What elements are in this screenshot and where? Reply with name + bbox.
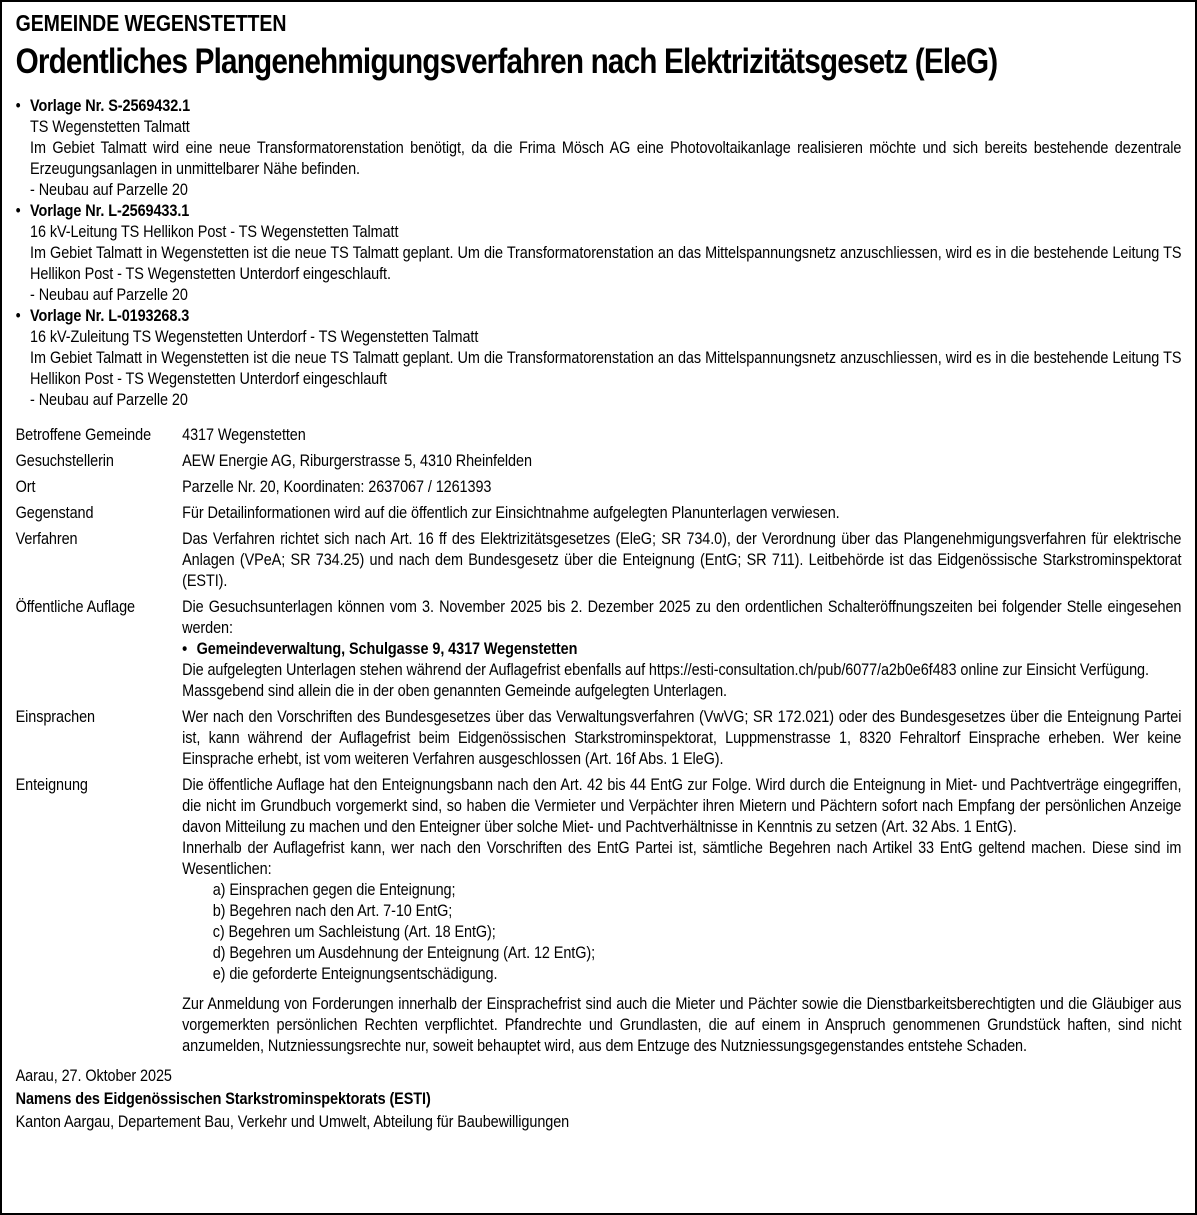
public-display-intro: Die Gesuchsunterlagen können vom 3. November 2025 bis 2. Dezember 2025 zu den ordentlichen Schalteröffnungszeiten bei folgender Stelle eingesehen werden: <box>182 597 1182 637</box>
location-text: Gemeindeverwaltung, Schulgasse 9, 4317 Wegenstetten <box>196 639 578 658</box>
expropriation-para2: Innerhalb der Auflagefrist kann, wer nach den Vorschriften des EntG Partei ist, sämtliche Begehren nach Artikel 33 EntG geltend machen. Diese sind im Wesentlichen: <box>182 838 1182 878</box>
row-label: Öffentliche Auflage <box>15 597 135 616</box>
row-label: Betroffene Gemeinde <box>15 425 152 444</box>
proposal-description: Im Gebiet Talmatt in Wegenstetten ist die neue TS Talmatt geplant. Um die Transformatorenstation an das Mittelspannungsnetz anzuschliessen, wird es in die bestehende Leitung TS Hellikon Post - TS Wegenstetten Unterdorf eingeschlauft. <box>30 243 1182 283</box>
claims-list <box>182 879 1181 984</box>
department-name: Kanton Aargau, Departement Bau, Verkehr und Umwelt, Abteilung für Baubewilligungen <box>15 1112 570 1131</box>
row-value <box>182 596 1181 701</box>
row-label: Gesuchstellerin <box>15 451 114 470</box>
proposal-number: Vorlage Nr. L-2569433.1 <box>30 201 190 220</box>
proposal-item <box>16 95 1182 200</box>
document-header <box>16 10 1182 82</box>
bullet-icon: • <box>182 639 188 658</box>
row-label: Verfahren <box>15 529 78 548</box>
expropriation-para3: Zur Anmeldung von Forderungen innerhalb der Einsprachefrist sind auch die Mieter und Pächter sowie die Dienstbarkeitsberechtigten und die Gläubiger aus vorgemerkten persönlichen Rechten verpflichtet. Pfandrechte und Grundlasten, die auf einem in Anspruch genommenen Grundstück haften, sind nicht anzumelden, Nutzniessungsrechte nur, soweit behauptet wird, aus dem Entzuge des Nutzniessungsgegenstandes entstehe Schaden. <box>182 994 1182 1055</box>
row-value <box>182 774 1181 1056</box>
bullet-icon: • <box>15 96 21 115</box>
proposal-header <box>15 305 1181 326</box>
row-value: Für Detailinformationen wird auf die öffentlich zur Einsichtnahme aufgelegten Planunterlagen verwiesen. <box>182 503 840 522</box>
proposal-number: Vorlage Nr. L-0193268.3 <box>30 306 190 325</box>
proposal-number: Vorlage Nr. S-2569432.1 <box>30 96 191 115</box>
proposal-title: 16 kV-Zuleitung TS Wegenstetten Unterdorf - TS Wegenstetten Talmatt <box>30 327 479 346</box>
table-row <box>16 424 1182 445</box>
table-row <box>16 450 1182 471</box>
page-title: Ordentliches Plangenehmigungsverfahren nach Elektrizitätsgesetz (EleG) <box>15 42 998 81</box>
proposal-note: - Neubau auf Parzelle 20 <box>30 390 188 409</box>
table-row <box>16 476 1182 497</box>
table-row <box>16 502 1182 523</box>
objections-text: Wer nach den Vorschriften des Bundesgesetzes über das Verwaltungsverfahren (VwVG; SR 172.021) oder des Bundesgesetzes über die Enteignung Partei ist, kann während der Auflagefrist beim Eidgenössischen Starkstrominspektorat, Luppmenstrasse 1, 8320 Fehraltorf Einsprache erheben. Wer keine Einsprache erhebt, ist vom weiteren Verfahren ausgeschlossen (Art. 16f Abs. 1 EleG). <box>182 707 1182 768</box>
list-item: e) die geforderte Enteignungsentschädigung. <box>212 964 498 983</box>
row-value: AEW Energie AG, Riburgerstrasse 5, 4310 Rheinfelden <box>182 451 532 470</box>
authority-name: Namens des Eidgenössischen Starkstrominspektorats (ESTI) <box>15 1089 431 1108</box>
proposal-note: - Neubau auf Parzelle 20 <box>30 285 188 304</box>
row-value: Das Verfahren richtet sich nach Art. 16 ff des Elektrizitätsgesetzes (EleG; SR 734.0), der Verordnung über das Plangenehmigungsverfahren für elektrische Anlagen (VPeA; SR 734.25) und nach dem Bundesgesetz über die Enteignung (EntG; SR 711). Leitbehörde ist das Eidgenössische Starkstrominspektorat (ESTI). <box>182 529 1182 590</box>
table-row-public-display <box>16 596 1182 701</box>
document-content <box>2 2 1195 1133</box>
list-item: b) Begehren nach den Art. 7-10 EntG; <box>212 901 453 920</box>
row-label: Ort <box>15 477 36 496</box>
proposal-item <box>16 200 1182 305</box>
proposal-item <box>16 305 1182 410</box>
document-footer <box>16 1064 1182 1133</box>
row-value: 4317 Wegenstetten <box>182 425 306 444</box>
expropriation-para1: Die öffentliche Auflage hat den Enteignungsbann nach den Art. 42 bis 44 EntG zur Folge. Wird durch die Enteignung in Miet- und Pachtverträge eingegriffen, die nicht im Grundbuch vorgemerkt sind, so haben die Vermieter und Verpächter ihren Mietern und Pächtern sofort nach Empfang der persönlichen Anzeige davon Mitteilung zu machen und den Enteigner über solche Miet- und Pachtverhältnisse in Kenntnis zu setzen (Art. 32 Abs. 1 EntG). <box>182 775 1182 836</box>
public-display-online: Die aufgelegten Unterlagen stehen während der Auflagefrist ebenfalls auf https://esti-consultation.ch/pub/6077/a2b0e6f483 online zur Einsicht Verfügung. <box>182 660 1149 679</box>
proposal-header <box>15 200 1181 221</box>
table-row <box>16 528 1182 591</box>
proposal-list <box>16 95 1182 410</box>
proposal-description: Im Gebiet Talmatt in Wegenstetten ist die neue TS Talmatt geplant. Um die Transformatorenstation an das Mittelspannungsnetz anzuschliessen, wird es in die bestehende Leitung TS Hellikon Post - TS Wegenstetten Unterdorf eingeschlauft <box>30 348 1182 388</box>
bullet-icon: • <box>15 306 21 325</box>
proposal-title: TS Wegenstetten Talmatt <box>30 117 190 136</box>
proposal-note: - Neubau auf Parzelle 20 <box>30 180 188 199</box>
row-label: Einsprachen <box>15 707 95 726</box>
row-label: Gegenstand <box>15 503 94 522</box>
row-label: Enteignung <box>15 775 88 794</box>
municipality-name: GEMEINDE WEGENSTETTEN <box>15 10 287 36</box>
list-item: a) Einsprachen gegen die Enteignung; <box>212 880 456 899</box>
proposal-description: Im Gebiet Talmatt wird eine neue Transformatorenstation benötigt, da die Frima Mösch AG eine Photovoltaikanlage realisieren möchte und sich bereits bestehende dezentrale Erzeugungsanlagen in unmittelbarer Nähe befinden. <box>30 138 1182 178</box>
list-item: c) Begehren um Sachleistung (Art. 18 EntG); <box>212 922 496 941</box>
list-item: d) Begehren um Ausdehnung der Enteignung (Art. 12 EntG); <box>212 943 596 962</box>
row-value <box>182 706 1181 769</box>
details-table <box>16 424 1182 1056</box>
public-display-location <box>182 638 1181 659</box>
public-display-note: Massgebend sind allein die in der oben genannten Gemeinde aufgelegten Unterlagen. <box>182 681 727 700</box>
row-value: Parzelle Nr. 20, Koordinaten: 2637067 / 1261393 <box>182 477 492 496</box>
proposal-title: 16 kV-Leitung TS Hellikon Post - TS Wegenstetten Talmatt <box>30 222 399 241</box>
bullet-icon: • <box>15 201 21 220</box>
table-row-objections <box>16 706 1182 769</box>
proposal-header <box>15 95 1181 116</box>
place-date: Aarau, 27. Oktober 2025 <box>15 1066 172 1085</box>
table-row-expropriation <box>16 774 1182 1056</box>
